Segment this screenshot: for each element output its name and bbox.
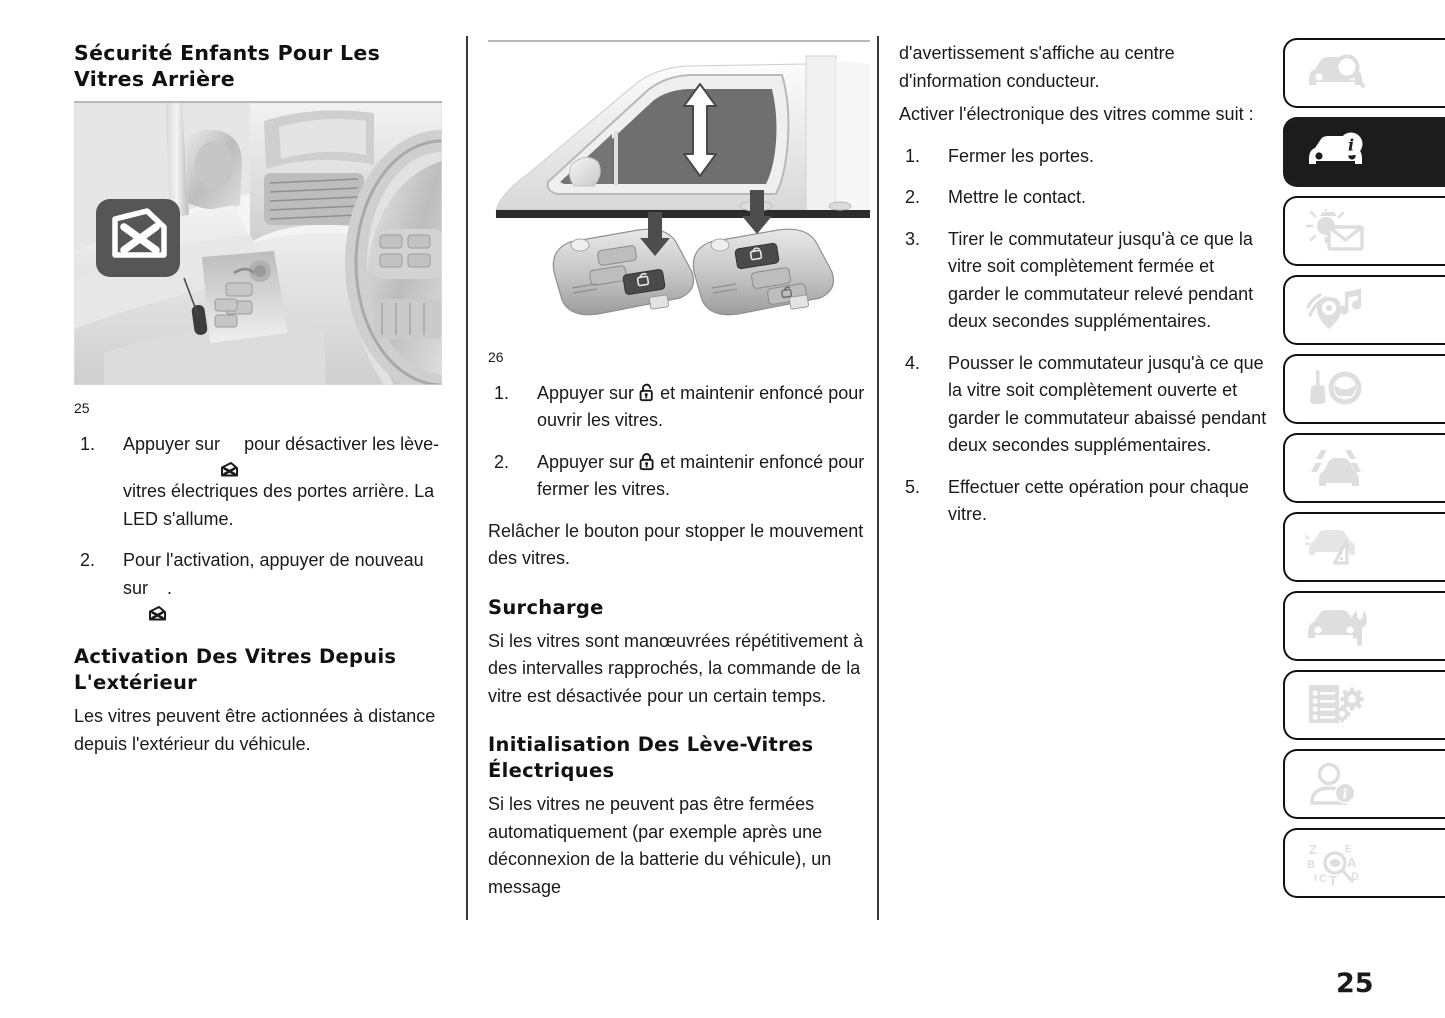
list-item <box>899 350 1271 460</box>
car-info-icon <box>1305 131 1367 173</box>
list-item <box>899 184 1271 212</box>
list-item <box>488 380 870 435</box>
tab-specifications-gears[interactable] <box>1283 670 1445 740</box>
svg-text:Z: Z <box>1309 842 1317 857</box>
paragraph-initialisation: Si les vitres ne peuvent pas être fermées automatiquement (par exemple après une déconnexion de la batterie du véhicule), un message <box>488 794 832 897</box>
alphabetical-index-search-icon <box>1305 841 1367 885</box>
car-wrench-maintenance-icon <box>1305 605 1367 647</box>
list-text: Pousser le commutateur jusqu'à ce que la vitre soit complètement ouverte et garder le commutateur abaissé pendant deux secondes supplémentaires. <box>948 352 1267 455</box>
gearshift-steering-wheel-icon <box>1305 368 1367 410</box>
warning-light-message-icon <box>1305 209 1367 253</box>
section-heading-surcharge: Surcharge <box>488 595 604 619</box>
paragraph-activation: Les vitres peuvent être actionnées à distance depuis l'extérieur du véhicule. <box>74 706 436 754</box>
list-text-before: Pour l'activation, appuyer de nouveau sur <box>123 550 424 598</box>
car-emergency-triangle-icon <box>1305 526 1367 568</box>
list-number: 4. <box>905 352 921 373</box>
svg-text:B: B <box>1307 859 1315 871</box>
svg-text:I: I <box>1314 873 1317 884</box>
page-number: 25 <box>1336 968 1374 999</box>
lock-icon <box>639 452 655 471</box>
list-text: Effectuer cette opération pour chaque vitre. <box>948 476 1249 524</box>
tab-gearshift-steering-wheel[interactable] <box>1283 354 1445 424</box>
list-text-before: Appuyer sur <box>537 382 635 403</box>
list-number: 2. <box>80 550 96 570</box>
list-number: 1. <box>494 382 510 403</box>
tab-person-info[interactable] <box>1283 749 1445 819</box>
tab-warning-light-message[interactable] <box>1283 196 1445 266</box>
tab-car-wrench-maintenance[interactable] <box>1283 591 1445 661</box>
car-in-lane-safety-icon <box>1305 447 1367 489</box>
list-text-after: et maintenir enfoncé pour fermer les vitres. <box>537 451 865 499</box>
paragraph-release-button: Relâcher le bouton pour stopper le mouvement des vitres. <box>488 520 864 568</box>
svg-text:D: D <box>1351 871 1359 883</box>
tab-car-info[interactable] <box>1283 117 1445 187</box>
figure-caption-26: 26 <box>488 348 504 365</box>
interior-illustration <box>74 103 442 385</box>
figure-window-keyfobs <box>488 40 870 366</box>
list-number: 3. <box>905 228 921 249</box>
child-window-lock-icon <box>220 434 239 479</box>
left-instruction-list <box>74 431 442 623</box>
unlock-icon <box>639 383 655 402</box>
car-overview-search-icon <box>1305 52 1367 94</box>
figure-interior-child-lock <box>74 101 442 417</box>
child-lock-callout <box>96 199 180 277</box>
list-text-after: . <box>167 577 173 598</box>
list-number: 2. <box>494 451 510 472</box>
svg-text:E: E <box>1345 844 1352 855</box>
svg-text:C: C <box>1319 873 1327 885</box>
svg-text:i: i <box>1342 787 1348 803</box>
list-item <box>899 143 1271 171</box>
person-info-icon <box>1305 762 1367 806</box>
paragraph-activate-intro: Activer l'électronique des vitres comme suit : <box>899 104 1254 124</box>
svg-text:A: A <box>1347 855 1357 870</box>
chapter-tab-rail <box>1283 38 1445 907</box>
tab-car-emergency-triangle[interactable] <box>1283 512 1445 582</box>
list-text-before: Appuyer sur <box>537 451 635 472</box>
paragraph-warning-message: d'avertissement s'affiche au centre d'information conducteur. <box>899 43 1175 91</box>
list-number: 2. <box>905 187 921 207</box>
middle-instruction-list <box>488 380 870 504</box>
middle-column <box>488 40 870 907</box>
list-text: Tirer le commutateur jusqu'à ce que la vitre soit complètement fermée et garder le commutateur relevé pendant deux secondes supplémentaires. <box>948 228 1254 331</box>
right-column <box>899 40 1271 543</box>
list-number: 1. <box>905 145 921 166</box>
svg-text:T: T <box>1329 873 1337 885</box>
list-number: 1. <box>80 433 96 454</box>
tab-car-in-lane-safety[interactable] <box>1283 433 1445 503</box>
list-text-after: et maintenir enfoncé pour ouvrir les vitres. <box>537 382 865 430</box>
list-item <box>74 431 442 534</box>
list-item <box>74 547 442 622</box>
list-item <box>899 474 1271 529</box>
section-heading-activation: Activation Des Vitres Depuis L'extérieur <box>74 645 397 694</box>
paragraph-surcharge: Si les vitres sont manœuvrées répétitivement à des intervalles rapprochés, la commande de la vitre est désactivée pour un certain temps. <box>488 630 864 706</box>
list-text: Fermer les portes. <box>948 145 1095 166</box>
specifications-gears-icon <box>1305 683 1367 727</box>
list-item <box>488 449 870 504</box>
tab-alphabetical-index-search[interactable] <box>1283 828 1445 898</box>
column-divider-2 <box>877 36 879 920</box>
left-column <box>74 40 442 764</box>
section-heading-initialisation: Initialisation Des Lève-Vitres Électriques <box>488 733 814 782</box>
list-text-after: pour désactiver les lève-vitres électriques des portes arrière. La LED s'allume. <box>123 433 440 529</box>
tab-car-overview-search[interactable] <box>1283 38 1445 108</box>
window-keyfob-illustration <box>488 42 870 334</box>
page-title: Sécurité Enfants Pour Les Vitres Arrière <box>74 41 381 91</box>
child-window-lock-icon <box>148 578 167 623</box>
list-number: 5. <box>905 476 921 497</box>
list-text: Mettre le contact. <box>948 187 1087 207</box>
infotainment-navigation-icon <box>1305 288 1367 332</box>
figure-caption-25: 25 <box>74 399 90 416</box>
right-instruction-list <box>899 143 1271 529</box>
svg-text:i: i <box>1347 135 1355 155</box>
column-divider-1 <box>466 36 468 920</box>
list-text-before: Appuyer sur <box>123 433 221 454</box>
list-item <box>899 226 1271 336</box>
tab-infotainment-navigation[interactable] <box>1283 275 1445 345</box>
